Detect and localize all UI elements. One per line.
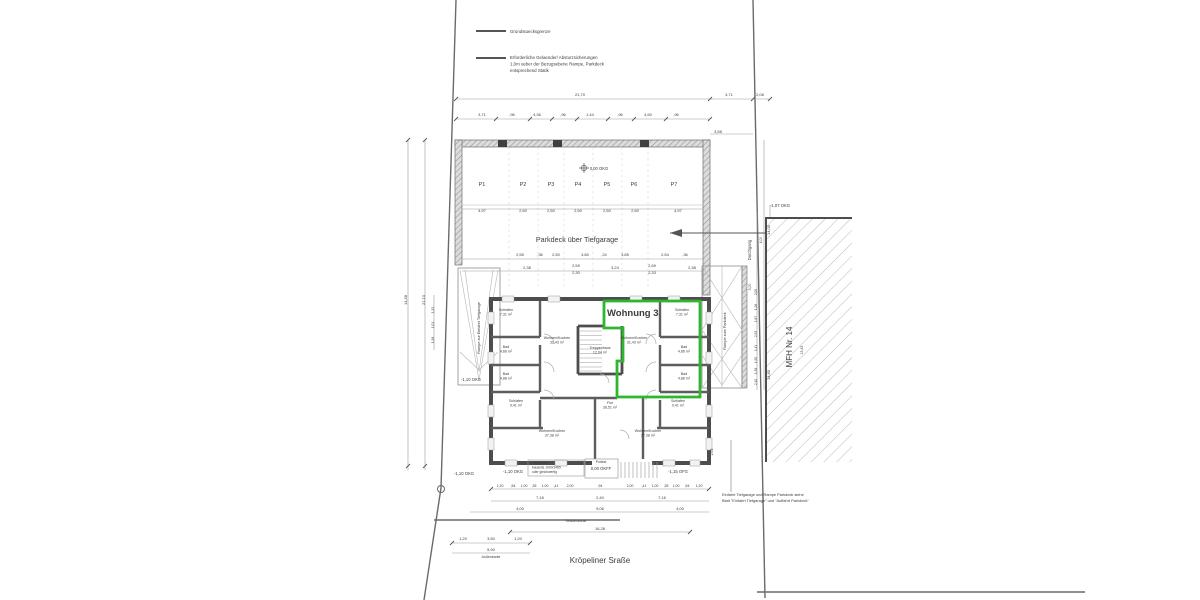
- property-boundary-left: [424, 0, 456, 600]
- dim-label: 3,71: [478, 112, 486, 117]
- dim-label: 1,26: [754, 303, 758, 311]
- room-area-label: 12,04 m²: [592, 350, 608, 355]
- room-area-label: 31,43 m²: [626, 340, 642, 345]
- dim-label: 4,00: [759, 236, 763, 244]
- parkdeck-wall-top: [455, 140, 710, 147]
- level-crosshair-icon: [579, 163, 589, 173]
- dim-label: 2,38: [688, 265, 696, 270]
- stairlift-note-line-3: oder gleichwertig: [532, 470, 557, 474]
- dim-label: 1,00: [651, 484, 659, 488]
- level-marker: -1,07 OKG: [769, 203, 791, 208]
- neighbor-label: MFH Nr. 14: [785, 326, 794, 368]
- neighbor-hatch: [766, 218, 852, 462]
- site-note-line-2: Blatt "Einfahrt Tiefgarage" und "Auffahrt Parkdeck": [722, 498, 809, 503]
- dim-label: 2,50: [519, 208, 527, 213]
- dim-label: 1,20: [514, 536, 522, 541]
- room-area-label: 38,51 m²: [602, 405, 618, 410]
- dim-label: 3,71: [725, 92, 733, 97]
- parking-stall-label: P3: [547, 182, 555, 188]
- dim-label: 5,90: [487, 547, 495, 552]
- legend: [476, 29, 605, 73]
- dim-label: ,35: [663, 484, 669, 488]
- room-name-label: Bad: [502, 372, 510, 376]
- room-name-label: Schlafen: [509, 399, 523, 403]
- dim-label: 1,87: [754, 315, 758, 323]
- dim-label: ,54: [684, 484, 690, 488]
- dimension-lines-top: [454, 97, 772, 134]
- level-marker: -1,10 OKG: [502, 469, 524, 474]
- dim-label: 1,44: [586, 112, 594, 117]
- dim-label: 2,33: [648, 270, 656, 275]
- stalls-layer: [479, 182, 678, 188]
- dim-label: 2,54: [661, 252, 669, 257]
- dim-label: ,54: [510, 484, 516, 488]
- dim-label: ,41: [553, 484, 559, 488]
- dimension-lines-left: [406, 138, 434, 470]
- parking-stall-label: P5: [603, 182, 611, 188]
- dim-label: 1,20: [459, 536, 467, 541]
- dim-label: 16,28: [594, 526, 606, 531]
- dim-label: 3,85: [621, 252, 629, 257]
- room-area-label: 4,66 m²: [677, 349, 691, 354]
- room-area-label: 9,41 m²: [509, 403, 523, 408]
- dim-label: 7,16: [536, 495, 544, 500]
- room-area-label: 7,31 m²: [499, 312, 513, 317]
- room-name-label: Schlafen: [675, 308, 689, 312]
- dim-label: 21,70: [574, 92, 586, 97]
- room-area-label: 37,38 m²: [640, 433, 656, 438]
- dim-label: 3,00: [748, 283, 752, 291]
- parking-stall-label: P4: [574, 182, 582, 188]
- room-area-label: 31,43 m²: [549, 340, 565, 345]
- dim-label: 2,00: [566, 484, 574, 488]
- dim-label: 1,50: [754, 356, 758, 364]
- stairlift-note-line-2: bauseits 1000/1485: [532, 465, 561, 470]
- dim-label: 4,00: [676, 506, 684, 511]
- dim-label: 2,50: [552, 252, 560, 257]
- room-name-label: Wohnen/Kochen: [620, 336, 648, 340]
- wohnung3-title: Wohnung 3: [607, 308, 659, 319]
- street-label: Kröpeliner Sraße: [569, 556, 631, 565]
- room-area-label: 4,66 m²: [499, 349, 513, 354]
- dim-label: 2,00: [626, 484, 634, 488]
- dim-label: 4,50: [644, 112, 652, 117]
- dim-label: 1,38: [754, 367, 758, 375]
- pier: [498, 140, 507, 147]
- dim-label: ,96: [509, 112, 515, 117]
- room-area-label: 9,41 m²: [671, 403, 685, 408]
- dim-label: 3,80: [581, 252, 589, 257]
- parking-stall-label: P2: [519, 182, 527, 188]
- ramp-left-label: Rampe zur Einfahrt Tiefgarage: [477, 302, 481, 354]
- dim-label: 22,10: [421, 294, 426, 306]
- dim-label: ,96: [673, 112, 679, 117]
- level-marker: -1,10 OKG: [460, 377, 482, 382]
- dim-label: 2,38: [523, 265, 531, 270]
- dim-label: ,41: [641, 484, 647, 488]
- ramp-tiefgarage: [458, 268, 500, 385]
- legend-label-railing-1: Erforderliche Gelaender/ Absturzsicherungen: [510, 55, 598, 60]
- dim-label: 2,50: [574, 208, 582, 213]
- level-marker: Podest: [595, 460, 607, 464]
- dim-label: 1,20: [496, 484, 504, 488]
- dim-label: 2,40: [596, 495, 604, 500]
- dim-label: 4,97: [478, 208, 486, 213]
- room-area-label: 4,88 m²: [677, 376, 691, 381]
- legend-label-boundary: Grundstuecksgrenze: [510, 29, 551, 34]
- dim-label: 1,00: [672, 484, 680, 488]
- parking-stall-label: P7: [670, 182, 678, 188]
- dim-label: Außenkante: [481, 555, 501, 559]
- dim-label: 14,80: [766, 369, 771, 381]
- room-name-label: Schlafen: [499, 308, 513, 312]
- dim-label: 1,32: [431, 306, 435, 314]
- dim-label: ,36: [682, 252, 688, 257]
- dim-label: 4,36: [533, 112, 541, 117]
- dim-label: 7,16: [658, 495, 666, 500]
- dim-label: ,96: [560, 112, 566, 117]
- dim-label: 2,50: [603, 208, 611, 213]
- parkdeck-wall-left: [455, 140, 462, 265]
- dim-label: 2,55: [516, 252, 524, 257]
- legend-label-railing-3: entsprechend Statik: [510, 68, 549, 73]
- property-boundary-right: [753, 0, 765, 598]
- passage-label: Durchgang: [747, 239, 752, 261]
- dim-label: 13,43: [800, 345, 804, 355]
- room-name-label: Bad: [680, 345, 688, 349]
- dim-label: 2,00: [754, 288, 758, 296]
- building: [488, 296, 712, 478]
- dim-label: 3,50: [487, 536, 495, 541]
- room-name-label: Bad: [502, 345, 510, 349]
- dim-label: 2,50: [547, 208, 555, 213]
- dim-label: 9,06: [596, 506, 604, 511]
- dim-label: 2,63: [710, 448, 714, 456]
- pier: [553, 140, 562, 147]
- dim-label: Straßenkante: [565, 519, 587, 523]
- dim-label: 2,69: [648, 263, 656, 268]
- parking-stall-label: P6: [630, 182, 638, 188]
- room-name-label: Wohnen/Kochen: [543, 336, 571, 340]
- level-marker: 0,00 OKG: [589, 166, 609, 171]
- site-note-line-1: Einfahrt Tiefgarage und Rampe Parkdeck siehe: [722, 492, 804, 497]
- dim-label: 3,24: [611, 265, 619, 270]
- dim-label: ,94: [597, 484, 603, 488]
- dim-label: 1,00: [520, 484, 528, 488]
- dim-label: ,24: [601, 252, 607, 257]
- level-marker: 0,00 OKFF: [590, 466, 612, 471]
- dim-label: ,36: [537, 252, 543, 257]
- dim-label: 14,05: [766, 224, 771, 236]
- room-area-label: 4,88 m²: [499, 376, 513, 381]
- dim-label: 2,59: [572, 263, 580, 268]
- dim-label: ,96: [617, 112, 623, 117]
- dim-label: 1,11: [754, 345, 758, 351]
- room-name-label: Bad: [680, 372, 688, 376]
- neighbor-building: [766, 218, 852, 462]
- room-name-label: Wohnen/Kochen: [538, 429, 566, 433]
- dim-label: 3,58: [714, 129, 722, 134]
- dim-label: 2,30: [572, 270, 580, 275]
- level-marker: -1,10 OKG: [453, 471, 475, 476]
- parkdeck-label: Parkdeck über Tiefgarage: [535, 235, 619, 244]
- room-area-label: 37,38 m²: [544, 433, 560, 438]
- legend-label-railing-2: 1,0m ueber der Bezugsebene Rampe, Parkdeck: [510, 61, 604, 67]
- room-area-label: 7,31 m²: [675, 312, 689, 317]
- room-name-label: Flur: [606, 401, 614, 405]
- dim-label: 4,97: [674, 208, 682, 213]
- dim-label: 1,98: [431, 336, 435, 344]
- room-name-label: Treppenhaus: [589, 346, 611, 350]
- ramp-right-label: Rampe zum Parkdeck: [723, 312, 727, 350]
- dim-label: 2,08: [756, 92, 764, 97]
- parkdeck-wall-right: [703, 140, 710, 295]
- dim-label: 1,00: [541, 484, 549, 488]
- dim-label: 2,10: [754, 378, 758, 386]
- level-marker: -1,15 OFG: [668, 469, 688, 474]
- room-name-label: Schlafen: [671, 399, 685, 403]
- pier: [640, 140, 649, 147]
- dim-label: ,35: [531, 484, 537, 488]
- dim-label: 4,00: [516, 506, 524, 511]
- room-name-label: Wohnen/Kochen: [634, 429, 662, 433]
- dim-label: 1,01: [431, 321, 435, 329]
- building-outer-wall: [491, 299, 709, 463]
- parking-stall-label: P1: [478, 182, 486, 188]
- dim-label: 14,58: [403, 294, 408, 306]
- stairlift-note-line-1: Treppenlift: [532, 461, 548, 465]
- dim-label: 2,50: [631, 208, 639, 213]
- dim-label: 1,20: [695, 484, 703, 488]
- dim-label: 2,33: [754, 330, 758, 338]
